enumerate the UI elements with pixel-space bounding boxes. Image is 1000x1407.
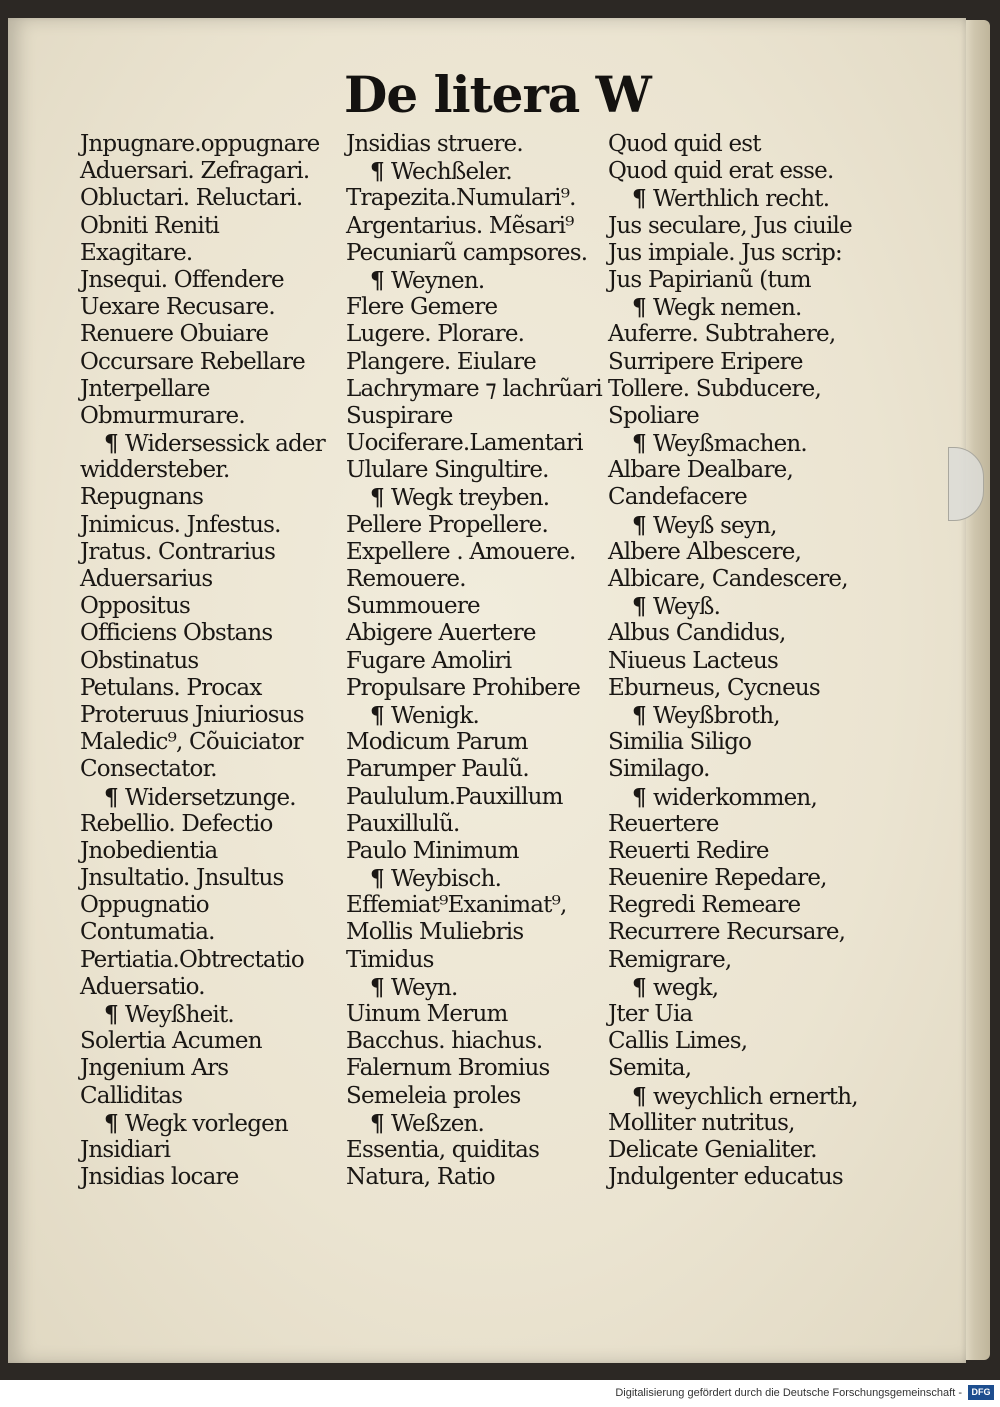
entry-line: Suspirare bbox=[346, 402, 453, 429]
entry-line: Jratus. Contrarius bbox=[80, 538, 276, 565]
entry-line: Molliter nutritus, bbox=[608, 1109, 795, 1136]
entry-line: Solertia Acumen bbox=[80, 1028, 262, 1055]
entry-line: Modicum Parum bbox=[346, 729, 528, 756]
entry-line: Oppositus bbox=[80, 593, 190, 620]
entry-heading: ¶ weychlich ernerth, bbox=[608, 1083, 858, 1110]
entry-line: Jnsidiari bbox=[80, 1136, 171, 1163]
entry-line: Pauxillulũ. bbox=[346, 810, 460, 837]
entry-line: Reuenire Repedare, bbox=[608, 865, 827, 892]
entry-heading: ¶ Weyßbroth, bbox=[608, 702, 858, 729]
entry-heading: ¶ Wegk vorlegen bbox=[80, 1110, 342, 1137]
entry-line: Essentia, quiditas bbox=[346, 1136, 540, 1163]
entry-line: Pecuniarũ campsores. bbox=[346, 239, 588, 266]
entry-line: Albere Albescere, bbox=[608, 538, 802, 565]
entry-line: Similago. bbox=[608, 756, 710, 783]
entry-line: Bacchus. hiachus. bbox=[346, 1028, 543, 1055]
entry-heading: ¶ Weyßmachen. bbox=[608, 430, 858, 457]
entry-line: Niueus Lacteus bbox=[608, 647, 778, 674]
entry-line: Petulans. Procax bbox=[80, 674, 262, 701]
page-title: De litera W bbox=[344, 65, 651, 124]
entry-line: Falernum Bromius bbox=[346, 1055, 550, 1082]
entry-heading: ¶ Widersessick ader bbox=[80, 430, 342, 457]
entry-line: Timidus bbox=[346, 946, 434, 973]
entry-line: Albicare, Candescere, bbox=[608, 566, 848, 592]
entry-line: Paulo Minimum bbox=[346, 837, 519, 864]
entry-line: Jnimicus. Jnfestus. bbox=[80, 511, 281, 538]
entry-line: Delicate Genialiter. bbox=[608, 1136, 817, 1163]
entry-line: Uexare Recusare. bbox=[80, 294, 275, 321]
entry-heading: ¶ Weßzen. bbox=[346, 1110, 602, 1137]
entry-line: Trapezita.Numulari⁹. bbox=[346, 185, 576, 212]
entry-line: Jnsidias struere. bbox=[346, 131, 523, 157]
column-3 bbox=[608, 131, 858, 1191]
entry-line: Occursare Rebellare bbox=[80, 348, 305, 375]
entry-line: Pertiatia.Obtrectatio bbox=[80, 946, 304, 973]
entry-line: Rebellio. Defectio bbox=[80, 810, 273, 837]
entry-line: Natura, Ratio bbox=[346, 1164, 495, 1191]
entry-line: Remigrare, bbox=[608, 946, 732, 973]
entry-line: Propulsare Prohibere bbox=[346, 674, 581, 701]
entry-line: Uociferare.Lamentari bbox=[346, 430, 583, 457]
entry-line: Oppugnatio bbox=[80, 892, 209, 919]
entry-heading: ¶ Wegk nemen. bbox=[608, 294, 858, 321]
entry-line: Plangere. Eiulare bbox=[346, 348, 536, 375]
entry-line: Eburneus, Cycneus bbox=[608, 674, 820, 701]
funding-credit: Digitalisierung gefördert durch die Deutsche Forschungsgemeinschaft - bbox=[615, 1387, 962, 1399]
entry-line: Expellere . Amouere. bbox=[346, 538, 576, 565]
entry-line: Regredi Remeare bbox=[608, 892, 801, 919]
entry-line: Jus seculare, Jus ciuile bbox=[608, 212, 852, 239]
entry-line: Tollere. Subducere, bbox=[608, 375, 821, 402]
entry-heading: ¶ Widersetzunge. bbox=[80, 784, 342, 811]
entry-line: Jnsultatio. Jnsultus bbox=[80, 865, 284, 892]
entry-line: Renuere Obuiare bbox=[80, 321, 269, 348]
entry-heading: ¶ wegk, bbox=[608, 974, 858, 1001]
entry-line: Parumper Paulũ. bbox=[346, 756, 529, 783]
entry-heading: ¶ Weyßheit. bbox=[80, 1001, 342, 1028]
entry-line: Semeleia proles bbox=[346, 1082, 521, 1109]
column-1 bbox=[80, 131, 342, 1191]
entry-line: Jnpugnare.oppugnare bbox=[80, 131, 320, 157]
entry-line: Obniti Reniti bbox=[80, 212, 219, 239]
entry-line: Contumatia. bbox=[80, 919, 215, 946]
entry-line: Reuertere bbox=[608, 810, 719, 837]
entry-line: Jndulgenter educatus bbox=[608, 1164, 843, 1191]
entry-heading: ¶ Wechßeler. bbox=[346, 158, 602, 185]
entry-line: Officiens Obstans bbox=[80, 620, 273, 647]
entry-line: Spoliare bbox=[608, 402, 699, 429]
entry-line: Proteruus Jniuriosus bbox=[80, 701, 304, 728]
entry-heading: ¶ Weyn. bbox=[346, 974, 602, 1001]
entry-line: Abigere Auertere bbox=[346, 620, 536, 647]
entry-line: Jter Uia bbox=[608, 1001, 693, 1027]
footer-bar bbox=[0, 1380, 1000, 1407]
entry-line: Paululum.Pauxillum bbox=[346, 783, 563, 810]
entry-line: Lachrymare ⁊ lachrũari bbox=[346, 375, 602, 402]
entry-line: Pellere Propellere. bbox=[346, 511, 548, 538]
entry-line: Aduersatio. bbox=[80, 973, 205, 1000]
entry-line: Jnterpellare bbox=[80, 375, 210, 402]
entry-line: Uinum Merum bbox=[346, 1001, 508, 1027]
entry-line: Surripere Eripere bbox=[608, 348, 803, 375]
entry-line: Jus impiale. Jus scrip: bbox=[608, 239, 842, 266]
entry-line: Auferre. Subtrahere, bbox=[608, 321, 836, 348]
entry-line: Jus Papirianũ (tum bbox=[608, 266, 811, 293]
entry-line: Callis Limes, bbox=[608, 1028, 748, 1055]
entry-line: Consectator. bbox=[80, 756, 217, 783]
entry-heading: ¶ Wegk treyben. bbox=[346, 484, 602, 511]
entry-line: Repugnans bbox=[80, 484, 204, 511]
entry-line: Albus Candidus, bbox=[608, 620, 786, 647]
entry-line: Recurrere Recursare, bbox=[608, 919, 846, 946]
entry-line: Aduersari. Zefragari. bbox=[80, 158, 310, 185]
entry-line: Semita, bbox=[608, 1055, 692, 1082]
entry-line: Candefacere bbox=[608, 484, 747, 511]
entry-line: Obluctari. Reluctari. bbox=[80, 185, 303, 212]
entry-heading: ¶ Weyß. bbox=[608, 593, 858, 620]
entry-line: Mollis Muliebris bbox=[346, 919, 524, 946]
entry-line: Flere Gemere bbox=[346, 294, 498, 321]
entry-line: Albare Dealbare, bbox=[608, 457, 793, 484]
entry-heading: ¶ Weynen. bbox=[346, 267, 602, 294]
entry-line: Quod quid erat esse. bbox=[608, 158, 834, 185]
dfg-logo: DFG bbox=[968, 1385, 994, 1400]
entry-line: Similia Siligo bbox=[608, 729, 752, 756]
entry-line: Summouere bbox=[346, 593, 480, 620]
entry-heading: ¶ widerkommen, bbox=[608, 784, 858, 811]
entry-line: Exagitare. bbox=[80, 239, 193, 266]
entry-heading: ¶ Weybisch. bbox=[346, 865, 602, 892]
entry-line: widdersteber. bbox=[80, 457, 230, 484]
entry-line: Lugere. Plorare. bbox=[346, 321, 525, 348]
entry-heading: ¶ Weyß seyn, bbox=[608, 512, 858, 539]
entry-heading: ¶ Werthlich recht. bbox=[608, 185, 858, 212]
entry-heading: ¶ Wenigk. bbox=[346, 702, 602, 729]
entry-line: Fugare Amoliri bbox=[346, 647, 512, 674]
entry-line: Argentarius. Mẽsari⁹ bbox=[346, 212, 574, 239]
entry-line: Maledic⁹, Cõuiciator bbox=[80, 729, 303, 756]
entry-line: Jnobedientia bbox=[80, 837, 218, 864]
entry-line: Jngenium Ars bbox=[80, 1055, 229, 1082]
entry-line: Aduersarius bbox=[80, 566, 213, 592]
entry-line: Obmurmurare. bbox=[80, 402, 245, 429]
column-2 bbox=[346, 131, 602, 1191]
entry-line: Reuerti Redire bbox=[608, 837, 769, 864]
entry-line: Ululare Singultire. bbox=[346, 457, 549, 484]
entry-line: Jnsidias locare bbox=[80, 1164, 239, 1191]
entry-line: Effemiat⁹Exanimat⁹, bbox=[346, 892, 567, 919]
entry-line: Remouere. bbox=[346, 566, 466, 592]
entry-line: Quod quid est bbox=[608, 131, 761, 157]
entry-line: Jnsequi. Offendere bbox=[80, 266, 284, 293]
entry-line: Obstinatus bbox=[80, 647, 199, 674]
entry-line: Calliditas bbox=[80, 1082, 183, 1109]
